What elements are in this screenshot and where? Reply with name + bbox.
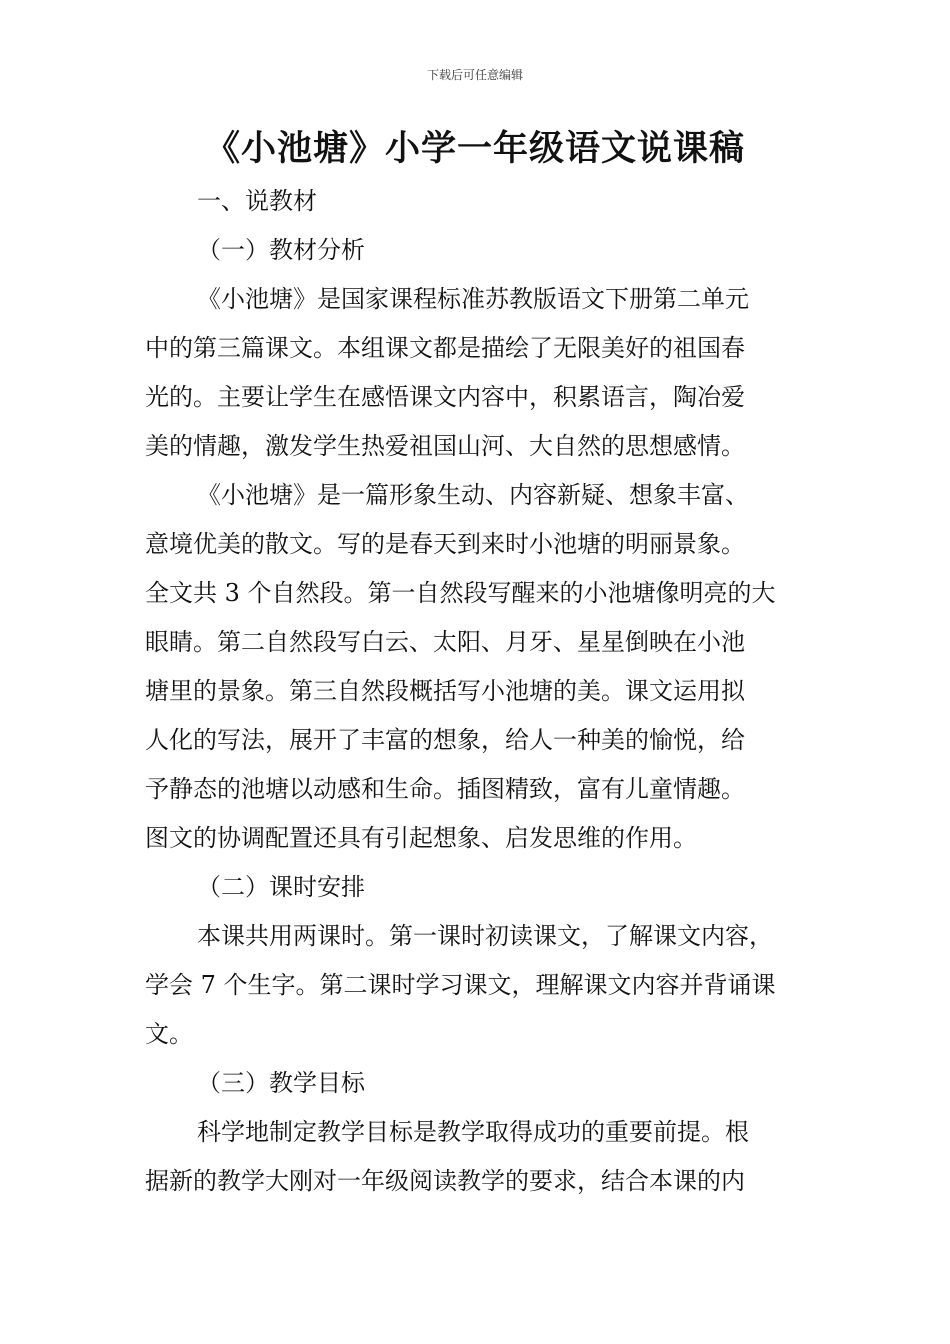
paragraph-line: 科学地制定教学目标是教学取得成功的重要前提。根 bbox=[197, 1118, 749, 1146]
paragraph-line: 中的第三篇课文。本组课文都是描绘了无限美好的祖国春 bbox=[145, 334, 745, 362]
paragraph-line: 美的情趣，激发学生热爱祖国山河、大自然的思想感情。 bbox=[145, 432, 745, 460]
section-heading: 一、说教材 bbox=[197, 187, 317, 215]
paragraph-line: 《小池塘》是国家课程标准苏教版语文下册第二单元 bbox=[197, 285, 749, 313]
paragraph-line: 《小池塘》是一篇形象生动、内容新疑、想象丰富、 bbox=[197, 481, 749, 509]
paragraph-line: 图文的协调配置还具有引起想象、启发思维的作用。 bbox=[145, 824, 697, 852]
paragraph-line: 全文共 3 个自然段。第一自然段写醒来的小池塘像明亮的大 bbox=[145, 579, 776, 607]
paragraph-line: 意境优美的散文。写的是春天到来时小池塘的明丽景象。 bbox=[145, 530, 745, 558]
document-body bbox=[145, 177, 810, 1206]
paragraph-line: 眼睛。第二自然段写白云、太阳、月牙、星星倒映在小池 bbox=[145, 628, 745, 656]
header-note: 下载后可任意编辑 bbox=[426, 68, 523, 82]
paragraph-line: 塘里的景象。第三自然段概括写小池塘的美。课文运用拟 bbox=[145, 677, 745, 705]
subsection-heading: （一）教材分析 bbox=[197, 236, 365, 264]
page-title: 《小池塘》小学一年级语文说课稿 bbox=[204, 129, 745, 169]
paragraph-line: 人化的写法，展开了丰富的想象，给人一种美的愉悦，给 bbox=[145, 726, 745, 754]
subsection-heading: （三）教学目标 bbox=[197, 1069, 365, 1097]
paragraph-line: 予静态的池塘以动感和生命。插图精致，富有儿童情趣。 bbox=[145, 775, 745, 803]
subsection-heading: （二）课时安排 bbox=[197, 873, 365, 901]
paragraph-line: 本课共用两课时。第一课时初读课文，了解课文内容， bbox=[197, 922, 773, 950]
paragraph-line: 学会 7 个生字。第二课时学习课文，理解课文内容并背诵课 bbox=[145, 971, 776, 999]
paragraph-line: 文。 bbox=[145, 1020, 193, 1048]
paragraph-line: 光的。主要让学生在感悟课文内容中，积累语言，陶冶爱 bbox=[145, 383, 745, 411]
paragraph-line: 据新的教学大刚对一年级阅读教学的要求，结合本课的内 bbox=[145, 1167, 745, 1195]
